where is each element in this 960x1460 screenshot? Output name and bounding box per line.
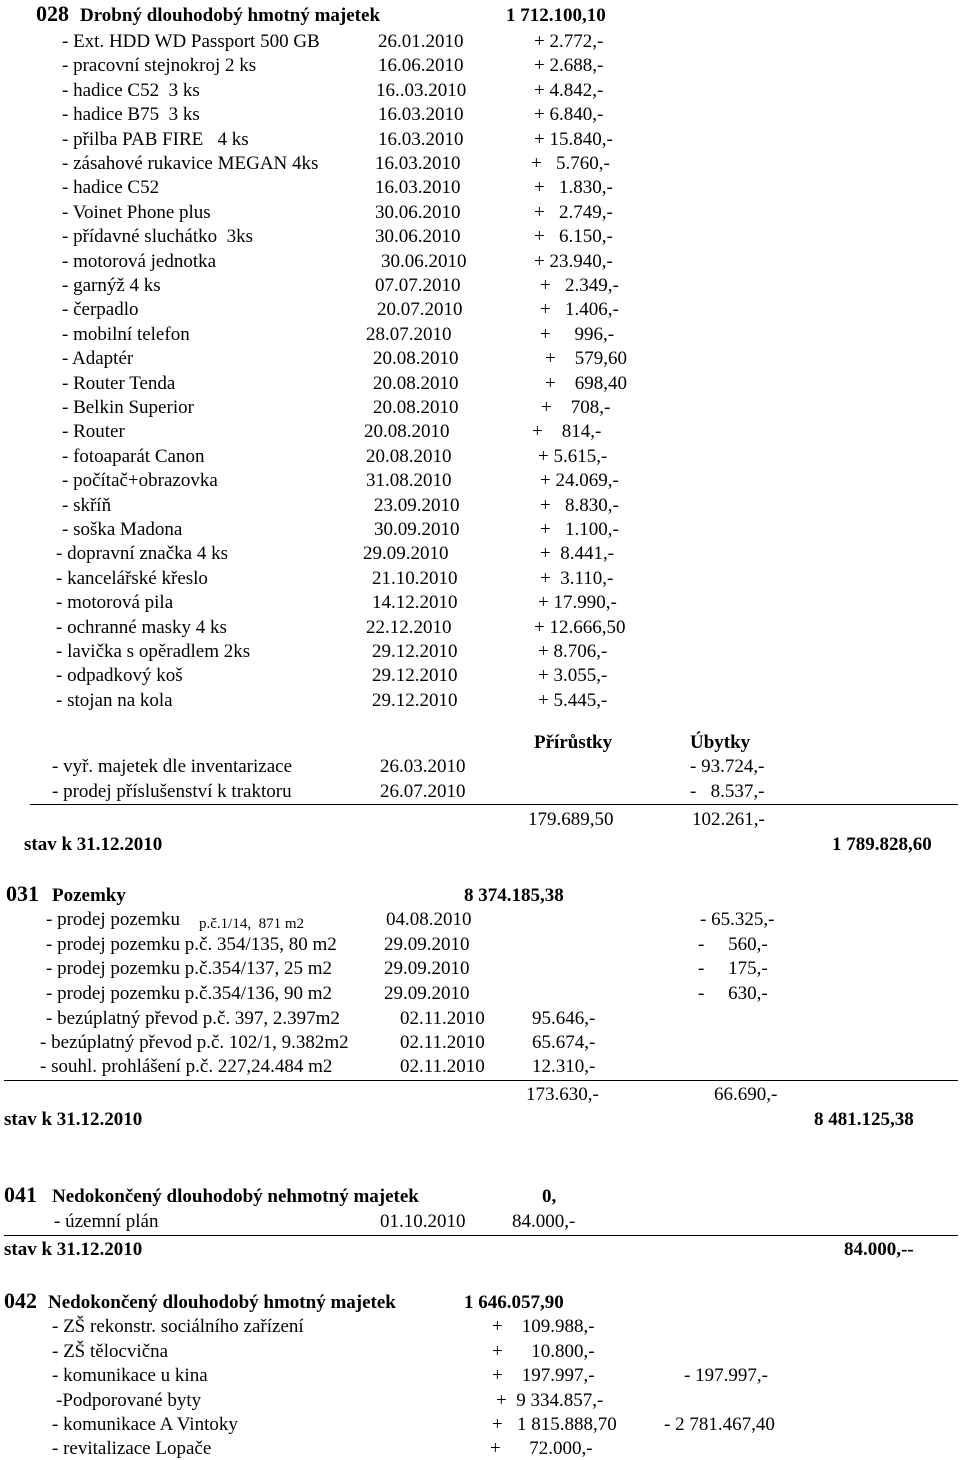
investment-name: -Podporované byty [56,1390,202,1411]
asset-value: + 6.840,- [534,104,604,126]
asset-value: + 1.830,- [534,177,613,199]
state-value: 8 481.125,38 [814,1109,914,1130]
land-date: 02.11.2010 [400,1056,485,1077]
state-label: stav k 31.12.2010 [24,834,163,855]
asset-date: 16.03.2010 [375,153,461,174]
asset-value: + 2.749,- [534,201,613,223]
land-date: 02.11.2010 [400,1008,485,1029]
column-header-increase: Přírůstky [534,732,613,753]
asset-date: 16..03.2010 [376,79,467,101]
asset-value: + 4.842,- [534,79,604,101]
total-decrease: 66.690,- [714,1084,778,1105]
asset-date: 30.06.2010 [381,250,467,272]
investment-decrease: - 2 781.467,40 [664,1414,775,1435]
divider-line [30,804,958,805]
total-increase: 179.689,50 [528,809,614,830]
land-date: 29.09.2010 [384,983,470,1004]
asset-date: 29.12.2010 [372,689,458,711]
asset-name: - hadice B75 3 ks [62,104,200,126]
asset-name: - zásahové rukavice MEGAN 4ks [62,153,319,174]
total-increase: 173.630,- [526,1084,599,1105]
asset-date: 22.12.2010 [366,616,452,638]
asset-value: + 17.990,- [538,592,617,614]
section-amount: 8 374.185,38 [464,885,564,906]
asset-date: 20.08.2010 [373,348,459,370]
section-title: Pozemky [52,885,126,906]
investment-value: + 197.997,- [492,1365,595,1386]
land-name: - bezúplatný převod p.č. 102/1, 9.382m2 [40,1032,349,1053]
investment-name: - revitalizace Lopače [52,1438,212,1459]
decrease-name: - prodej příslušenství k traktoru [52,780,292,802]
asset-date: 26.01.2010 [378,31,464,52]
asset-date: 16.03.2010 [378,104,464,126]
asset-name: - čerpadlo [62,299,139,321]
total-decrease: 102.261,- [692,809,765,830]
asset-value: + 1.406,- [540,299,619,321]
land-name: - prodej pozemku p.č.354/136, 90 m2 [46,983,333,1004]
state-label: stav k 31.12.2010 [4,1109,143,1130]
asset-name: - lavička s opěradlem 2ks [56,641,251,662]
asset-name: - motorová pila [56,592,174,614]
land-decrease: - 630,- [698,983,768,1004]
asset-date: 30.06.2010 [375,226,461,248]
land-name: - bezúplatný převod p.č. 397, 2.397m2 [46,1008,340,1029]
investment-value: + 1 815.888,70 [492,1414,617,1435]
investment-name: - komunikace A Vintoky [52,1414,238,1435]
asset-value: + 814,- [532,421,602,443]
investment-value: + 109.988,- [492,1316,595,1337]
section-title: Drobný dlouhodobý hmotný majetek [80,5,381,26]
asset-value: + 2.349,- [540,275,619,296]
land-increase: 95.646,- [532,1008,596,1029]
asset-name: - Voinet Phone plus [62,201,211,223]
asset-value: + 5.445,- [538,689,608,711]
section-code: 041 [4,1182,37,1207]
land-date: 29.09.2010 [384,934,470,955]
item-name: - územní plán [54,1211,159,1232]
asset-value: + 996,- [540,323,615,345]
asset-date: 30.06.2010 [375,201,461,223]
land-increase: 12.310,- [532,1056,596,1077]
investment-decrease: - 197.997,- [684,1365,768,1386]
asset-value: + 2.688,- [534,55,604,77]
asset-name: - Router [62,421,125,443]
investment-value: + 10.800,- [492,1341,595,1362]
section-amount: 0, [542,1186,557,1207]
land-decrease: - 65.325,- [700,909,775,930]
section-amount: 1 646.057,90 [464,1292,564,1313]
land-name: - prodej pozemku p.č.354/137, 25 m2 [46,958,333,979]
asset-value: + 5.760,- [531,153,610,174]
divider-line [4,1235,958,1236]
asset-name: - kancelářské křeslo [56,567,208,589]
asset-value: + 15.840,- [534,128,613,150]
asset-name: - Ext. HDD WD Passport 500 GB [62,31,320,52]
asset-name: - hadice C52 3 ks [62,79,200,101]
asset-date: 29.09.2010 [363,543,449,565]
asset-value: + 708,- [541,397,611,418]
land-date: 29.09.2010 [384,958,470,979]
land-name: - prodej pozemku p.č. 354/135, 80 m2 [46,934,337,955]
asset-name: - motorová jednotka [62,250,217,272]
land-name-detail-wrap [199,913,304,932]
asset-name: - odpadkový koš [56,665,183,687]
asset-name: - počítač+obrazovka [62,470,218,492]
asset-name: - hadice C52 [62,177,160,199]
asset-date: 20.08.2010 [364,421,450,443]
asset-value: + 8.706,- [538,641,608,662]
asset-date: 20.08.2010 [373,372,459,394]
asset-value: + 2.772,- [534,31,604,52]
asset-date: 16.03.2010 [378,128,464,150]
asset-value: + 1.100,- [540,519,619,540]
investment-name: - komunikace u kina [52,1365,208,1386]
asset-name: - pracovní stejnokroj 2 ks [62,55,257,77]
decrease-date: 26.03.2010 [380,756,466,777]
state-label: stav k 31.12.2010 [4,1239,143,1260]
land-name-detail: p.č.1/14, 871 m2 [199,916,304,932]
asset-date: 07.07.2010 [375,275,461,296]
asset-name: - přídavné sluchátko 3ks [62,226,254,248]
asset-value: + 698,40 [545,372,627,394]
section-code: 042 [4,1288,37,1313]
decrease-value: - 93.724,- [690,756,765,777]
state-value: 1 789.828,60 [832,834,932,855]
land-decrease: - 560,- [698,934,768,955]
investment-name: - ZŠ rekonstr. sociálního zařízení [52,1316,304,1337]
item-date: 01.10.2010 [380,1211,466,1232]
asset-name: - Adaptér [62,348,134,370]
asset-value: + 24.069,- [540,470,619,492]
asset-date: 28.07.2010 [366,323,452,345]
divider-line [4,1080,958,1081]
asset-date: 16.03.2010 [375,177,461,199]
state-value: 84.000,-- [844,1239,914,1260]
asset-date: 21.10.2010 [372,567,458,589]
asset-name: - přilba PAB FIRE 4 ks [62,128,249,150]
asset-date: 20.07.2010 [377,299,463,321]
asset-name: - ochranné masky 4 ks [56,616,227,638]
section-title: Nedokončený dlouhodobý hmotný majetek [48,1292,396,1313]
asset-value: + 6.150,- [534,226,613,248]
asset-name: - garnýž 4 ks [62,275,161,296]
land-decrease: - 175,- [698,958,768,979]
asset-name: - mobilní telefon [62,323,190,345]
investment-value: + 9 334.857,- [496,1390,604,1411]
column-header-decrease: Úbytky [690,732,751,753]
section-code: 028 [36,1,69,26]
land-name: - souhl. prohlášení p.č. 227,24.484 m2 [40,1056,333,1077]
decrease-date: 26.07.2010 [380,780,466,802]
asset-value: + 23.940,- [534,250,613,272]
investment-value: + 72.000,- [490,1438,593,1459]
asset-value: + 579,60 [545,348,627,370]
land-date: 02.11.2010 [400,1032,485,1053]
asset-value: + 12.666,50 [534,616,626,638]
asset-name: - fotoaparát Canon [62,445,205,467]
asset-name: - soška Madona [62,519,183,540]
asset-name: - dopravní značka 4 ks [56,543,228,565]
land-date: 04.08.2010 [386,909,472,930]
asset-date: 20.08.2010 [373,397,459,418]
asset-date: 30.09.2010 [374,519,460,540]
asset-value: + 8.441,- [540,543,615,565]
decrease-value: - 8.537,- [690,780,765,802]
asset-date: 31.08.2010 [366,470,452,492]
asset-date: 29.12.2010 [372,641,458,662]
asset-value: + 8.830,- [540,494,619,516]
asset-date: 29.12.2010 [372,665,458,687]
asset-value: + 5.615,- [538,445,608,467]
investment-name: - ZŠ tělocvična [52,1341,169,1362]
land-name: - prodej pozemku [46,909,181,930]
item-value: 84.000,- [512,1211,576,1232]
asset-name: - skříň [62,494,112,516]
asset-value: + 3.055,- [538,665,608,687]
asset-date: 14.12.2010 [372,592,458,614]
section-amount: 1 712.100,10 [506,5,606,26]
land-increase: 65.674,- [532,1032,596,1053]
asset-date: 20.08.2010 [366,445,452,467]
section-code: 031 [6,881,39,906]
decrease-name: - vyř. majetek dle inventarizace [52,756,293,777]
asset-date: 23.09.2010 [374,494,460,516]
asset-value: + 3.110,- [540,567,614,589]
asset-name: - Router Tenda [62,372,176,394]
asset-date: 16.06.2010 [378,55,464,77]
asset-name: - stojan na kola [56,689,173,711]
section-title: Nedokončený dlouhodobý nehmotný majetek [52,1186,419,1207]
asset-name: - Belkin Superior [62,397,194,418]
